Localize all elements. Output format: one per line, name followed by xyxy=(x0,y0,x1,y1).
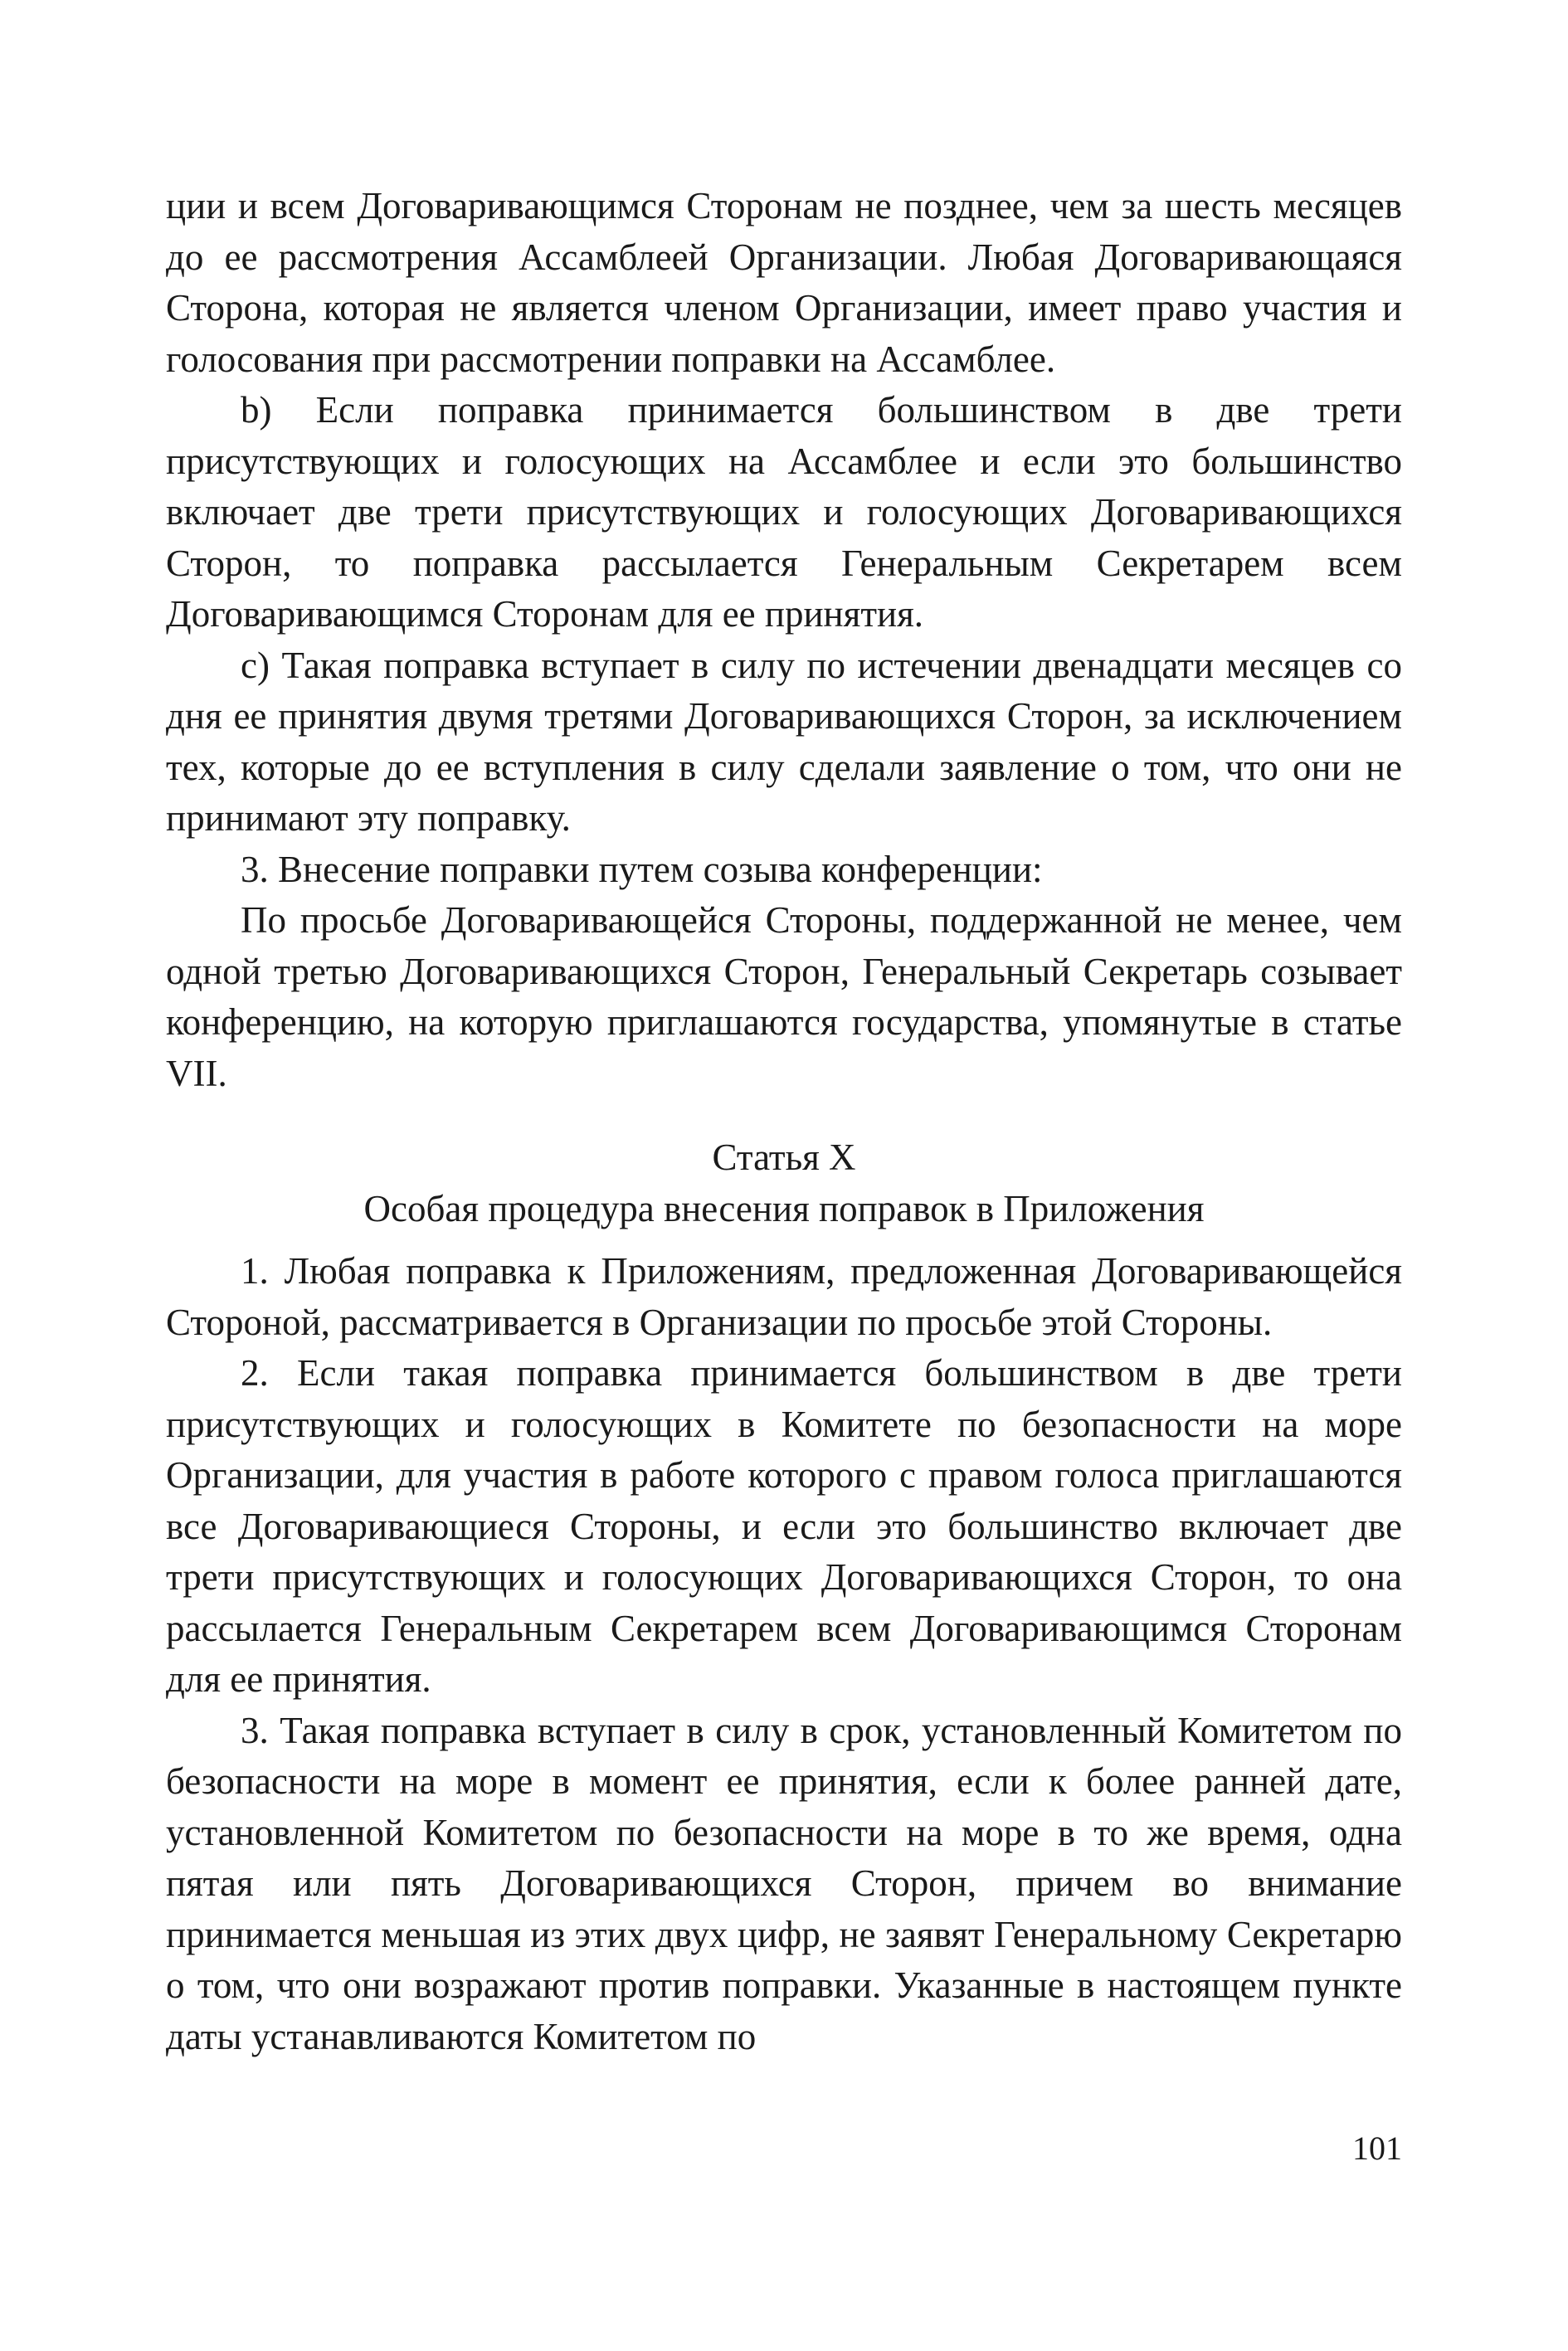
paragraph-clause-2: 2. Если такая поправка принимается большинством в две трети присутствующих и голосующих в Комитете по безопасности на море Организации, для участия в работе которого с правом голоса приглашаются все Договаривающиеся Стороны, и если это большинство включает две трети присутствующих и голосующих Договаривающихся Сторон, то она рассылается Генеральным Секретарем всем Договаривающимся Сторонам для ее принятия. xyxy=(166,1352,1402,1700)
paragraph-conference-request: По просьбе Договаривающейся Стороны, поддержанной не менее, чем одной третью Договаривающихся Сторон, Генеральный Секретарь созывает конференцию, на которую приглашаются государства, упомянутые в статье VII. xyxy=(166,899,1402,1094)
page-number: 101 xyxy=(1352,2130,1402,2167)
article-number-heading: Статья X xyxy=(712,1137,856,1178)
document-page xyxy=(166,181,1402,2062)
article-title-heading: Особая процедура внесения поправок в Приложения xyxy=(363,1187,1205,1229)
paragraph-item-b: b) Если поправка принимается большинством в две трети присутствующих и голосующих на Ассамблее и если это большинство включает две трети присутствующих и голосующих Договаривающихся Сторон, то поправка рассылается Генеральным Секретарем всем Договаривающимся Сторонам для ее принятия. xyxy=(166,389,1402,635)
paragraph-clause-3: 3. Такая поправка вступает в силу в срок, установленный Комитетом по безопасности на море в момент ее принятия, если к более ранней дате, установленной Комитетом по безопасности на море в то же время, одна пятая или пять Договаривающихся Сторон, причем во внимание принимается меньшая из этих двух цифр, не заявят Генеральному Секретарю о том, что они возражают против поправки. Указанные в настоящем пункте даты устанавливаются Комитетом по xyxy=(166,1709,1402,2057)
paragraph-continuation: ции и всем Договаривающимся Сторонам не позднее, чем за шесть месяцев до ее рассмотрения Ассамблеей Организации. Любая Договаривающаяся Сторона, которая не является членом Организации, имеет право участия и голосования при рассмотрении поправки на Ассамблее. xyxy=(166,185,1402,380)
paragraph-clause-1: 1. Любая поправка к Приложениям, предложенная Договаривающейся Стороной, рассматривается в Организации по просьбе этой Стороны. xyxy=(166,1250,1402,1343)
paragraph-item-3: 3. Внесение поправки путем созыва конференции: xyxy=(241,848,1043,890)
paragraph-item-c: c) Такая поправка вступает в силу по истечении двенадцати месяцев со дня ее принятия двумя третями Договаривающихся Сторон, за исключением тех, которые до ее вступления в силу сделали заявление о том, что они не принимают эту поправку. xyxy=(166,644,1402,839)
